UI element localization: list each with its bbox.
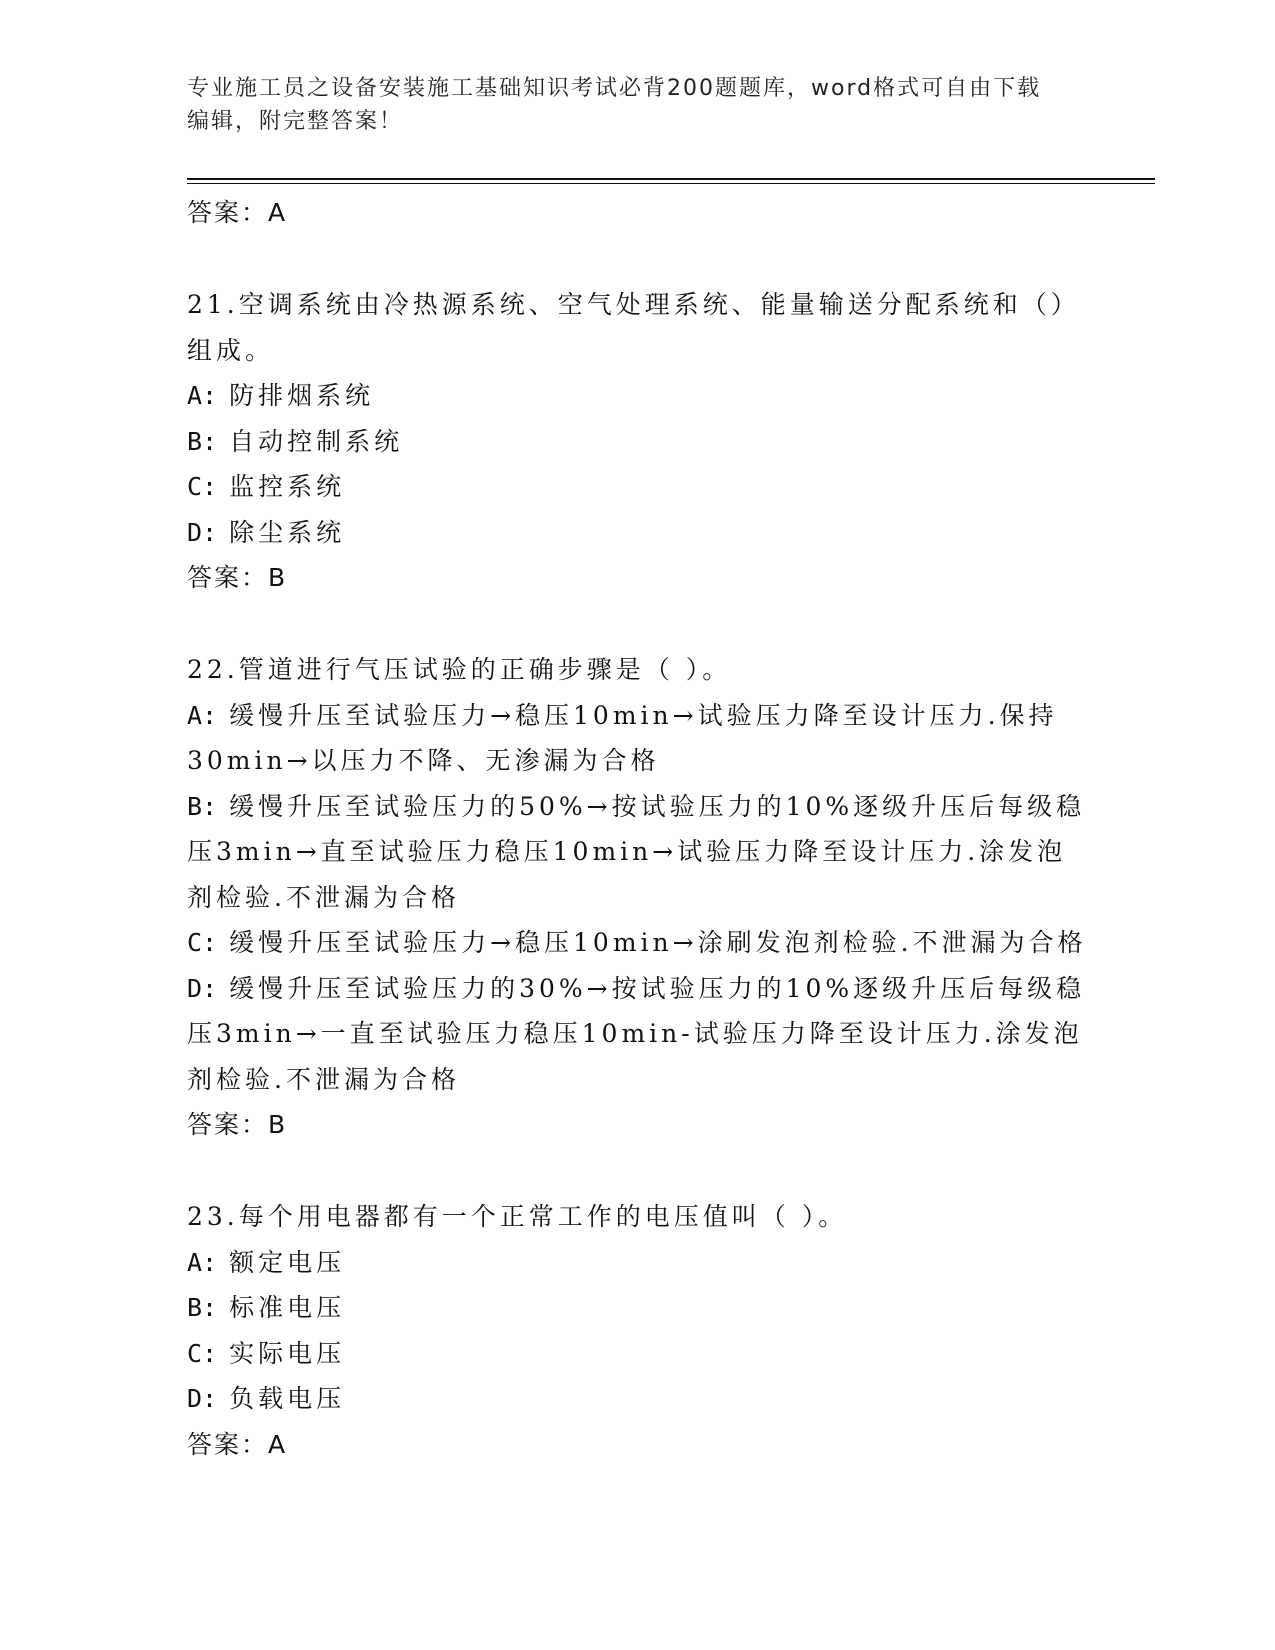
- option-text: 缓慢升压至试验压力→稳压10min→试验压力降至设计压力.保持30min→以压力不降、无渗漏为合格: [187, 700, 1058, 775]
- header-line-1: 专业施工员之设备安装施工基础知识考试必背200题题库，word格式可自由下载: [187, 76, 1042, 101]
- option-a: [187, 373, 1087, 419]
- option-letter: B:: [187, 791, 218, 821]
- question-block: [187, 1194, 1087, 1468]
- option-letter: B:: [187, 426, 218, 456]
- option-letter: A:: [187, 1247, 218, 1277]
- option-letter: D:: [187, 1384, 218, 1413]
- option-letter: C:: [187, 472, 218, 501]
- question-text: 21.空调系统由冷热源系统、空气处理系统、能量输送分配系统和（）组成。: [187, 290, 1080, 365]
- option-c: [187, 920, 1087, 966]
- question-block: [187, 647, 1087, 1148]
- option-letter: B:: [187, 1293, 218, 1322]
- header-rule-thin: [187, 183, 1155, 184]
- option-text: 标准电压: [229, 1293, 346, 1322]
- option-text: 额定电压: [229, 1247, 346, 1277]
- option-text: 除尘系统: [229, 517, 346, 547]
- option-letter: C:: [187, 1338, 218, 1368]
- option-letter: A:: [187, 381, 218, 410]
- option-d: [187, 1376, 1087, 1422]
- option-text: 缓慢升压至试验压力的50%→按试验压力的10%逐级升压后每级稳压3min→直至试验压力稳压10min→试验压力降至设计压力.涂发泡剂检验.不泄漏为合格: [187, 791, 1086, 912]
- option-d: [187, 510, 1087, 556]
- question-block: [187, 282, 1087, 601]
- option-letter: A:: [187, 700, 218, 730]
- option-text: 实际电压: [229, 1338, 346, 1368]
- option-a: [187, 693, 1087, 784]
- option-a: [187, 1240, 1087, 1286]
- question-text: 22.管道进行气压试验的正确步骤是（ ）。: [187, 655, 732, 684]
- option-text: 缓慢升压至试验压力→稳压10min→涂刷发泡剂检验.不泄漏为合格: [229, 928, 1087, 957]
- option-letter: D:: [187, 517, 218, 547]
- question-list: [187, 190, 1087, 1468]
- page-header: [187, 72, 1087, 138]
- question-text: 23.每个用电器都有一个正常工作的电压值叫（ ）。: [187, 1202, 848, 1231]
- option-text: 缓慢升压至试验压力的30%→按试验压力的10%逐级升压后每级稳压3min→一直至试验压力稳压10min-试验压力降至设计压力.涂发泡剂检验.不泄漏为合格: [187, 973, 1086, 1094]
- option-text: 监控系统: [229, 472, 346, 501]
- option-b: [187, 784, 1087, 921]
- option-d: [187, 966, 1087, 1103]
- option-b: [187, 1285, 1087, 1331]
- option-text: 防排烟系统: [229, 381, 375, 410]
- option-letter: D:: [187, 973, 218, 1003]
- option-text: 负载电压: [229, 1384, 346, 1413]
- option-b: [187, 419, 1087, 465]
- header-rule-thick: [187, 178, 1155, 180]
- option-c: [187, 464, 1087, 510]
- answer-line: 答案：B: [187, 563, 288, 592]
- previous-answer: 答案：A: [187, 198, 288, 227]
- answer-line: 答案：A: [187, 1429, 288, 1459]
- answer-line: 答案：B: [187, 1110, 288, 1139]
- option-letter: C:: [187, 928, 218, 957]
- header-line-2: 编辑，附完整答案！: [187, 109, 404, 134]
- option-text: 自动控制系统: [229, 426, 404, 456]
- option-c: [187, 1331, 1087, 1377]
